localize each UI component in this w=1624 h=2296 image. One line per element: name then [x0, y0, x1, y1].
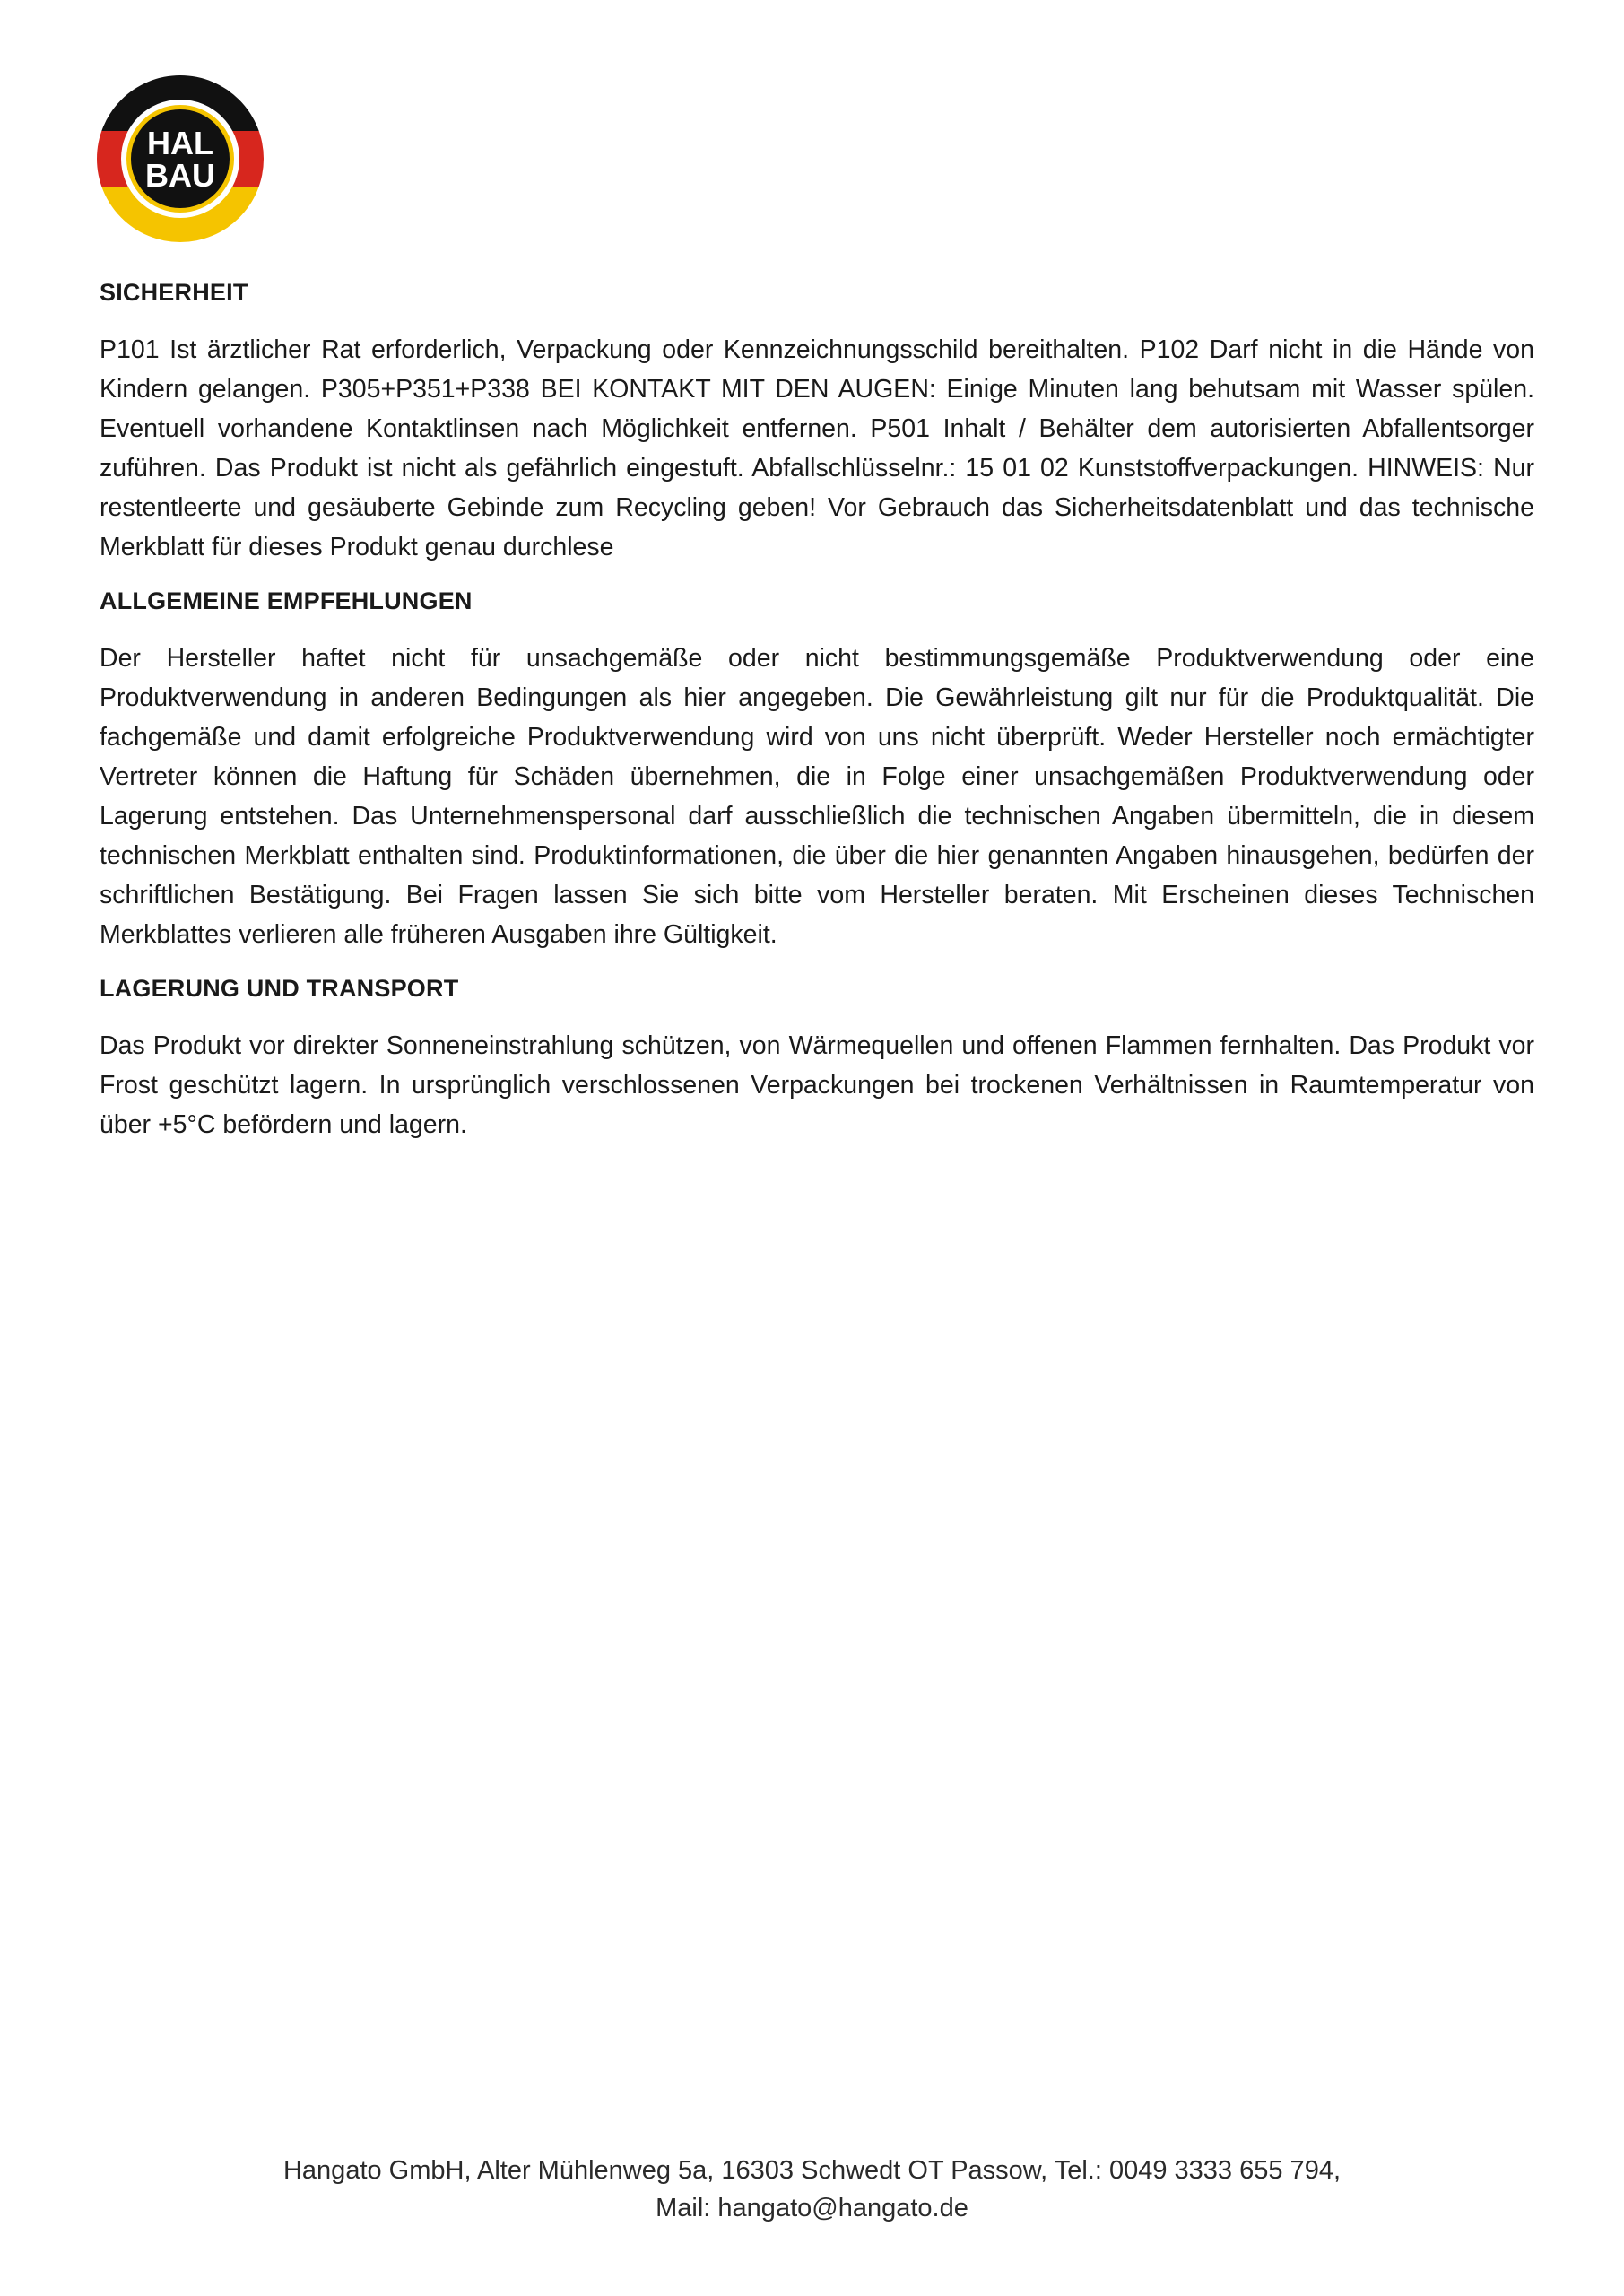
footer-email: Mail: hangato@hangato.de: [656, 2194, 968, 2222]
section-text: P101 Ist ärztlicher Rat erforderlich, Verpackung oder Kennzeichnungsschild bereithalten. P102 Darf nicht in die Hände von Kindern gelangen. P305+P351+P338 BEI KONTAKT MIT DEN AUGEN: Einige Minuten lang behutsam mit Wasser spülen. Eventuell vorhandene Kontaktlinsen nach Möglichkeit entfernen. P501 Inhalt / Behälter dem autorisierten Abfallentsorger zuführen. Das Produkt ist nicht als gefährlich eingestuft. Abfallschlüsselnr.: 15 01 02 Kunststoffverpackungen. HINWEIS: Nur restentleerte und gesäuberte Gebinde zum Recycling geben! Vor Gebrauch das Sicherheitsdatenblatt und das technische Merkblatt für dieses Produkt genau durchlese: [100, 335, 1534, 561]
halbau-logo-icon: [97, 75, 264, 242]
halbau-logo: [97, 75, 264, 242]
section-text: Der Hersteller haftet nicht für unsachgemäße oder nicht bestimmungsgemäße Produktverwendung oder eine Produktverwendung in anderen Bedingungen als hier angegeben. Die Gewährleistung gilt nur für die Produktqualität. Die fachgemäße und damit erfolgreiche Produktverwendung wird von uns nicht überprüft. Weder Hersteller noch ermächtigter Vertreter können die Haftung für Schäden übernehmen, die in Folge einer unsachgemäßen Produktverwendung oder Lagerung entstehen. Das Unternehmenspersonal darf ausschließlich die technischen Angaben übermitteln, die in diesem technischen Merkblatt enthalten sind. Produktinformationen, die über die hier genannten Angaben hinausgehen, bedürfen der schriftlichen Bestätigung. Bei Fragen lassen Sie sich bitte vom Hersteller beraten. Mit Erscheinen dieses Technischen Merkblattes verlieren alle früheren Ausgaben ihre Gültigkeit.: [100, 644, 1534, 949]
footer-address: Hangato GmbH, Alter Mühlenweg 5a, 16303 Schwedt OT Passow, Tel.: 0049 3333 655 794,: [282, 2156, 1342, 2185]
document-body: [100, 274, 1534, 1161]
section-text: Das Produkt vor direkter Sonneneinstrahlung schützen, von Wärmequellen und offenen Flammen fernhalten. Das Produkt vor Frost geschützt lagern. In ursprünglich verschlossenen Verpackungen bei trockenen Verhältnissen in Raumtemperatur von über +5°C befördern und lagern.: [100, 1031, 1534, 1139]
section-general-recommendations: [100, 583, 1534, 954]
section-heading: ALLGEMEINE EMPFEHLUNGEN: [100, 587, 473, 614]
section-safety: [100, 274, 1534, 567]
logo-text-line2: BAU: [145, 157, 215, 194]
section-heading: LAGERUNG UND TRANSPORT: [100, 975, 459, 1002]
section-storage-transport: [100, 970, 1534, 1144]
section-heading: SICHERHEIT: [100, 279, 248, 306]
page-footer: [0, 2152, 1624, 2227]
logo-text-line1: HAL: [147, 125, 213, 161]
